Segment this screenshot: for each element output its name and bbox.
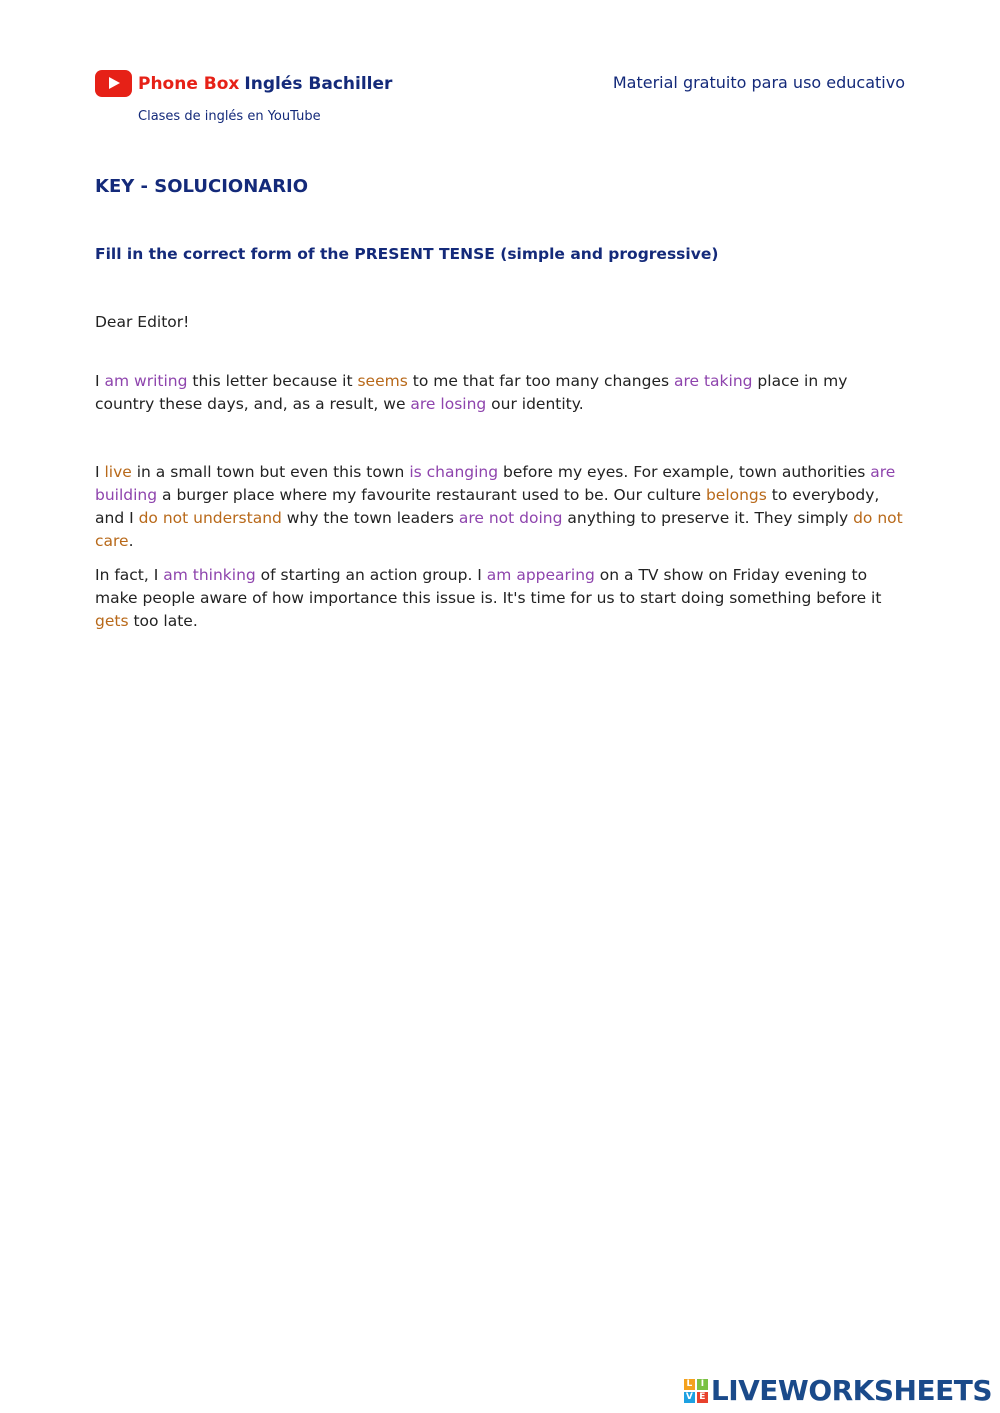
brand-subtitle: Clases de inglés en YouTube [138, 109, 321, 124]
liveworksheets-logo [684, 1374, 992, 1407]
brand-row [95, 70, 392, 97]
logo-square: I [697, 1379, 708, 1390]
text: why the town leaders [281, 509, 459, 527]
text: on a TV show on Friday evening to make people aware of how importance this issue is. It's time for us to start doing something before it [95, 566, 882, 607]
text: of starting an action group. I [255, 566, 487, 584]
text: anything to preserve it. They simply [562, 509, 854, 527]
answer: are taking [673, 372, 753, 390]
text: I [95, 372, 105, 390]
answer: are not doing [458, 509, 563, 527]
text: to me that far too many changes [407, 372, 674, 390]
answer: do not understand [138, 509, 282, 527]
paragraph-1 [95, 370, 910, 416]
text: too late. [128, 612, 198, 630]
text: I [95, 463, 105, 481]
logo-text: LIVEWORKSHEETS [710, 1374, 992, 1407]
text: in a small town but even this town [131, 463, 410, 481]
page-title: KEY - SOLUCIONARIO [95, 176, 309, 197]
logo-squares-icon [684, 1379, 708, 1403]
header-note: Material gratuito para uso educativo [612, 73, 905, 92]
answer: belongs [705, 486, 767, 504]
text: before my eyes. For example, town authorities [498, 463, 871, 481]
answer: am appearing [486, 566, 595, 584]
text: a burger place where my favourite restaurant used to be. Our culture [157, 486, 706, 504]
text: place in my country these days, and, as a result, we [95, 372, 848, 413]
paragraph-2 [95, 461, 910, 553]
answer: seems [357, 372, 408, 390]
answer: live [104, 463, 132, 481]
brand-name-red: Phone Box [138, 73, 240, 94]
greeting: Dear Editor! [95, 313, 190, 331]
answer: is changing [409, 463, 499, 481]
instruction: Fill in the correct form of the PRESENT TENSE (simple and progressive) [95, 245, 719, 263]
brand-header [95, 70, 392, 97]
text: to everybody, and I [95, 486, 880, 527]
logo-square: L [684, 1379, 695, 1390]
answer: do not care [95, 509, 903, 550]
text: our identity. [486, 395, 584, 413]
youtube-play-icon [95, 70, 132, 97]
answer: gets [95, 612, 129, 630]
answer: are losing [410, 395, 487, 413]
logo-square: V [684, 1392, 695, 1403]
answer: am thinking [163, 566, 256, 584]
answer: am writing [104, 372, 188, 390]
brand-name-blue: Inglés Bachiller [244, 73, 393, 94]
text: In fact, I [95, 566, 164, 584]
logo-square: E [697, 1392, 708, 1403]
text: . [128, 532, 134, 550]
paragraph-3 [95, 564, 910, 633]
answer: are building [95, 463, 896, 504]
text: this letter because it [187, 372, 358, 390]
